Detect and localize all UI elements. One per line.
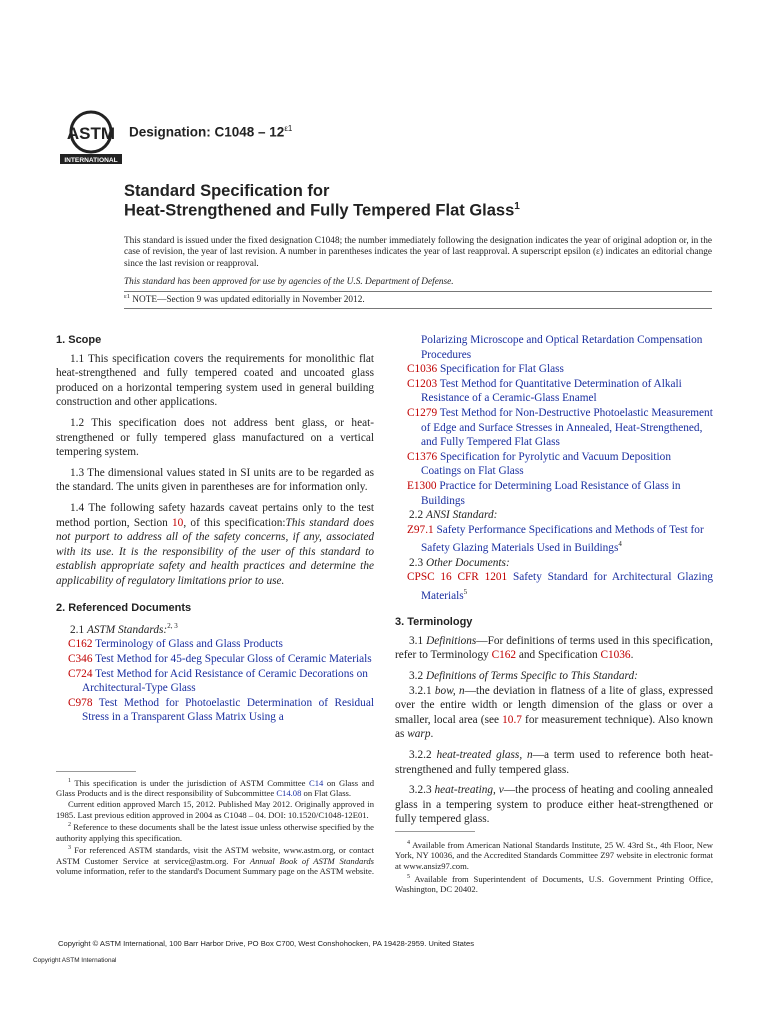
footnote: $^4$ Available from American National Standards Institute, 25 W. 43rd St., 4th Floor, New York, NY 10036, and the Accredited Standards Committee Z97 website in electronic format at www.ansiz97.com. <box>395 839 713 872</box>
reference-item[interactable]: C346 Test Method for 45-deg Specular Gloss of Ceramic Materials <box>68 653 372 666</box>
right-column <box>395 333 713 833</box>
divider <box>124 291 712 292</box>
section-link[interactable]: 10.7 <box>502 713 522 726</box>
divider <box>124 308 712 309</box>
reference-item[interactable]: C1279 Test Method for Non-Destructive Photoelastic Measurement of Edge and Surface Stresses in Annealed, Heat-Strengthened, and Fully Tempered Flat Glass <box>407 406 713 449</box>
reference-item[interactable]: C1376 Specification for Pyrolytic and Vacuum Deposition Coatings on Flat Glass <box>407 450 671 478</box>
reference-item[interactable]: CPSC 16 CFR 1201 Safety Standard for Architectural Glazing Materials$^5$ <box>407 571 713 602</box>
reference-link[interactable]: C1036 <box>600 649 631 662</box>
footnote: $^1$ This specification is under the jurisdiction of ASTM Committee C14 on Glass and Glass Products and is the direct responsibility of Subcommittee C14.08 on Flat Glass. <box>56 777 374 799</box>
reference-item[interactable]: C1203 Test Method for Quantitative Determination of Alkali Resistance of a Ceramic-Glass Enamel <box>407 377 682 405</box>
copyright-watermark: Copyright ASTM International <box>33 957 117 964</box>
logo-text: ASTM <box>66 124 116 143</box>
reference-item[interactable]: C1036 Specification for Flat Glass <box>407 363 564 376</box>
footnotes-right <box>395 838 713 895</box>
paragraph: 1.2 This specification does not address bent glass, or heat-strengthened or fully tempered glass manufactured on a vertical tempering system. <box>56 416 374 459</box>
reference-link[interactable]: C162 <box>491 649 517 662</box>
paragraph: 1.4 The following safety hazards caveat pertains only to the test method portion, Section 10, of this specification:This standard does not purport to address all of the safety concerns, if any, associated with its use. It is the responsibility of the user of this standard to establish appropriate safety and health practices and determine the applicability of regulatory limitations prior to use. <box>56 501 375 587</box>
reference-item[interactable]: C724 Test Method for Acid Resistance of Ceramic Decorations on Architectural-Type Glass <box>68 667 368 695</box>
footnote: $^3$ For referenced ASTM standards, visit the ASTM website, www.astm.org, or contact ASTM Customer Service at service@astm.org. For Annual Book of ASTM Standards volume information, refer to the standard's Document Summary page on the ASTM website. <box>56 845 375 877</box>
subsection-label: 2.2 ANSI Standard: <box>409 509 498 522</box>
copyright-line: Copyright © ASTM International, 100 Barr Harbor Drive, PO Box C700, West Conshohocken, PA 19428-2959. United States <box>58 939 475 948</box>
footnote-divider <box>56 771 136 772</box>
reference-item[interactable]: C162 Terminology of Glass and Glass Products <box>68 638 283 651</box>
paragraph: 1.3 The dimensional values stated in SI units are to be regarded as the standard. The units given in parentheses are for information only. <box>56 466 374 494</box>
designation: Designation: $C1048 - 12^{\varepsilon 1}$ <box>129 124 293 140</box>
preamble: This standard is issued under the fixed designation C1048; the number immediately following the designation indicates the year of original adoption or, in the case of revision, the year of last revision. A number in parentheses indicates the year of last reapproval. A superscript epsilon (ε) indicates an editorial change since the last revision or reapproval. <box>124 236 712 269</box>
reference-item[interactable]: C978 Test Method for Photoelastic Determination of Residual Stress in a Transparent Glass Matrix Using a <box>68 696 374 724</box>
subcommittee-link[interactable]: C14.08 <box>276 788 302 799</box>
section-heading: 2. Referenced Documents <box>56 601 192 614</box>
paragraph: 3.2 Definitions of Terms Specific to This Standard: <box>409 670 638 682</box>
left-column <box>56 333 374 725</box>
section-heading: 3. Terminology <box>395 616 473 629</box>
reference-item[interactable]: Z97.1 Safety Performance Specifications and Methods of Test for Safety Glazing Materials Used in Buildings$^4$ <box>407 523 704 555</box>
paragraph: 3.2.3 heat-treating, v—the process of heating and cooling annealed glass in a tempering system to produce either heat-strengthened or fully tempered glass. <box>395 784 714 826</box>
paragraph: 3.2.2 heat-treated glass, n—a term used to reference both heat-strengthened and fully tempered glass. <box>395 748 713 776</box>
reference-item-continued[interactable]: Polarizing Microscope and Optical Retardation Compensation Procedures <box>421 334 703 361</box>
paragraph: 3.2.1 bow, n—the deviation in flatness of a lite of glass, expressed over the entire width or length dimension of the glass or over a smaller, local area (see 10.7 for measurement technique). Also known as warp. <box>395 684 714 741</box>
committee-link[interactable]: C14 <box>308 777 324 788</box>
footnote: $^2$ Reference to these documents shall be the latest issue unless otherwise specified by the authority applying this specification. <box>56 822 374 843</box>
footnote: $^5$ Available from Superintendent of Documents, U.S. Government Printing Office, Washington, DC 20402. <box>395 873 713 895</box>
subsection-label: 2.1 ASTM Standards:$^{2, 3}$ <box>70 622 178 636</box>
footnote: Current edition approved March 15, 2012. Published May 2012. Originally approved in 1985. Last previous edition approved in 2004 as C1048 – 04. DOI: 10.1520/C1048-12E01. <box>56 799 374 820</box>
section-link[interactable]: 10 <box>172 516 184 529</box>
title-line-1: Standard Specification for <box>124 182 330 200</box>
paragraph: 3.1 Definitions—For definitions of terms used in this specification, refer to Terminology C162 and Specification C1036. <box>395 634 713 662</box>
paragraph: 1.1 This specification covers the requirements for monolithic flat heat-strengthened and fully tempered coated and uncoated glass produced on a horizontal tempering system used in general building construction and other applications. <box>56 352 374 409</box>
section-heading: 1. Scope <box>56 334 102 346</box>
footnote-divider <box>395 831 475 832</box>
title-line-2: Heat-Strengthened and Fully Tempered Flat Glass$^1$ <box>124 201 520 220</box>
astm-logo <box>58 110 124 166</box>
editorial-note: $^{\varepsilon 1}$ NOTE—Section 9 was updated editorially in November 2012. <box>124 293 365 306</box>
approval-statement: This standard has been approved for use by agencies of the U.S. Department of Defense. <box>124 277 454 287</box>
footnotes-left <box>56 776 374 877</box>
reference-item[interactable]: E1300 Practice for Determining Load Resistance of Glass in Buildings <box>407 479 681 507</box>
subsection-label: 2.3 Other Documents: <box>409 556 510 569</box>
logo-subtext: INTERNATIONAL <box>64 157 118 164</box>
